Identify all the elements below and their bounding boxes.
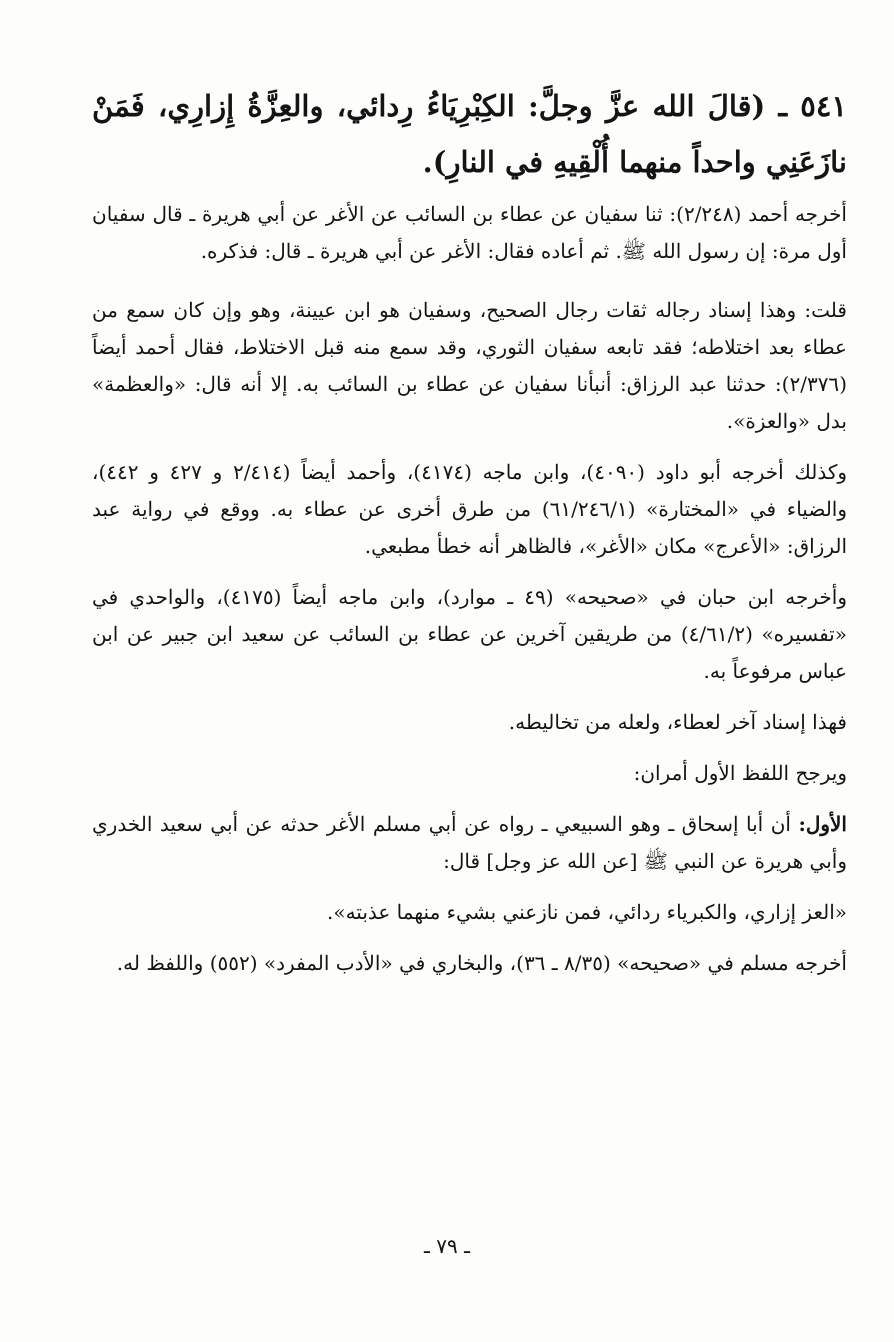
paragraph-al-awwal	[92, 806, 847, 880]
paragraph-yurajjih: ويرجح اللفظ الأول أمران:	[633, 761, 847, 785]
paragraph-isnad-akhar: فهذا إسناد آخر لعطاء، ولعله من تخاليطه.	[508, 710, 847, 734]
al-awwal-label: الأول:	[798, 812, 847, 836]
paragraph-ibn-hibban: وأخرجه ابن حبان في «صحيحه» (٤٩ ـ موارد)، وابن ماجه أيضاً (٤١٧٥)، والواحدي في «تفسيره» (٤/٦١/٢) من طريقين آخرين عن عطاء بن السائب عن سعيد ابن جبير عن ابن عباس مرفوعاً به.	[92, 585, 847, 683]
al-awwal-text: أن أبا إسحاق ـ وهو السبيعي ـ رواه عن أبي مسلم الأغر حدثه عن أبي سعيد الخدري وأبي هريرة عن النبي ﷺ [عن الله عز وجل] قال:	[92, 812, 847, 873]
hadith-heading: ٥٤١ ـ (قالَ الله عزَّ وجلَّ: الكِبْرِيَاءُ رِدائي، والعِزَّةُ إِزارِي، فَمَنْ نازَعَنِي واحداً منهما أُلْقِيهِ في النارِ).	[92, 89, 847, 179]
paragraph-abu-dawud: وكذلك أخرجه أبو داود (٤٠٩٠)، وابن ماجه (٤١٧٤)، وأحمد أيضاً (٢/٤١٤ و ٤٢٧ و ٤٤٢)، والضياء في «المختارة» (٦١/٢٤٦/١) من طرق أخرى عن عطاء به. ووقع في رواية عبد الرزاق: «الأعرج» مكان «الأغر»، فالظاهر أنه خطأ مطبعي.	[92, 460, 848, 558]
page-number: ـ ٧٩ ـ	[424, 1234, 470, 1258]
paragraph-quote: «العز إزاري، والكبرياء ردائي، فمن نازعني بشيء منهما عذبته».	[326, 900, 847, 924]
paragraph-qultu: قلت: وهذا إسناد رجاله ثقات رجال الصحيح، وسفيان هو ابن عيينة، وهو وإن كان سمع من عطاء بعد اختلاطه؛ فقد تابعه سفيان الثوري، وقد سمع منه قبل الاختلاط، فقال أحمد أيضاً (٢/٣٧٦): حدثنا عبد الرزاق: أنبأنا سفيان عن عطاء بن السائب به. إلا أنه قال: «والعظمة» بدل «والعزة».	[92, 298, 847, 433]
paragraph-takhrij-ahmad: أخرجه أحمد (٢/٢٤٨): ثنا سفيان عن عطاء بن السائب عن الأغر عن أبي هريرة ـ قال سفيان أول مرة: إن رسول الله ﷺ. ثم أعاده فقال: الأغر عن أبي هريرة ـ قال: فذكره.	[92, 202, 847, 263]
paragraph-muslim: أخرجه مسلم في «صحيحه» (٨/٣٥ ـ ٣٦)، والبخاري في «الأدب المفرد» (٥٥٢) واللفظ له.	[116, 951, 847, 975]
page-body	[92, 78, 847, 996]
